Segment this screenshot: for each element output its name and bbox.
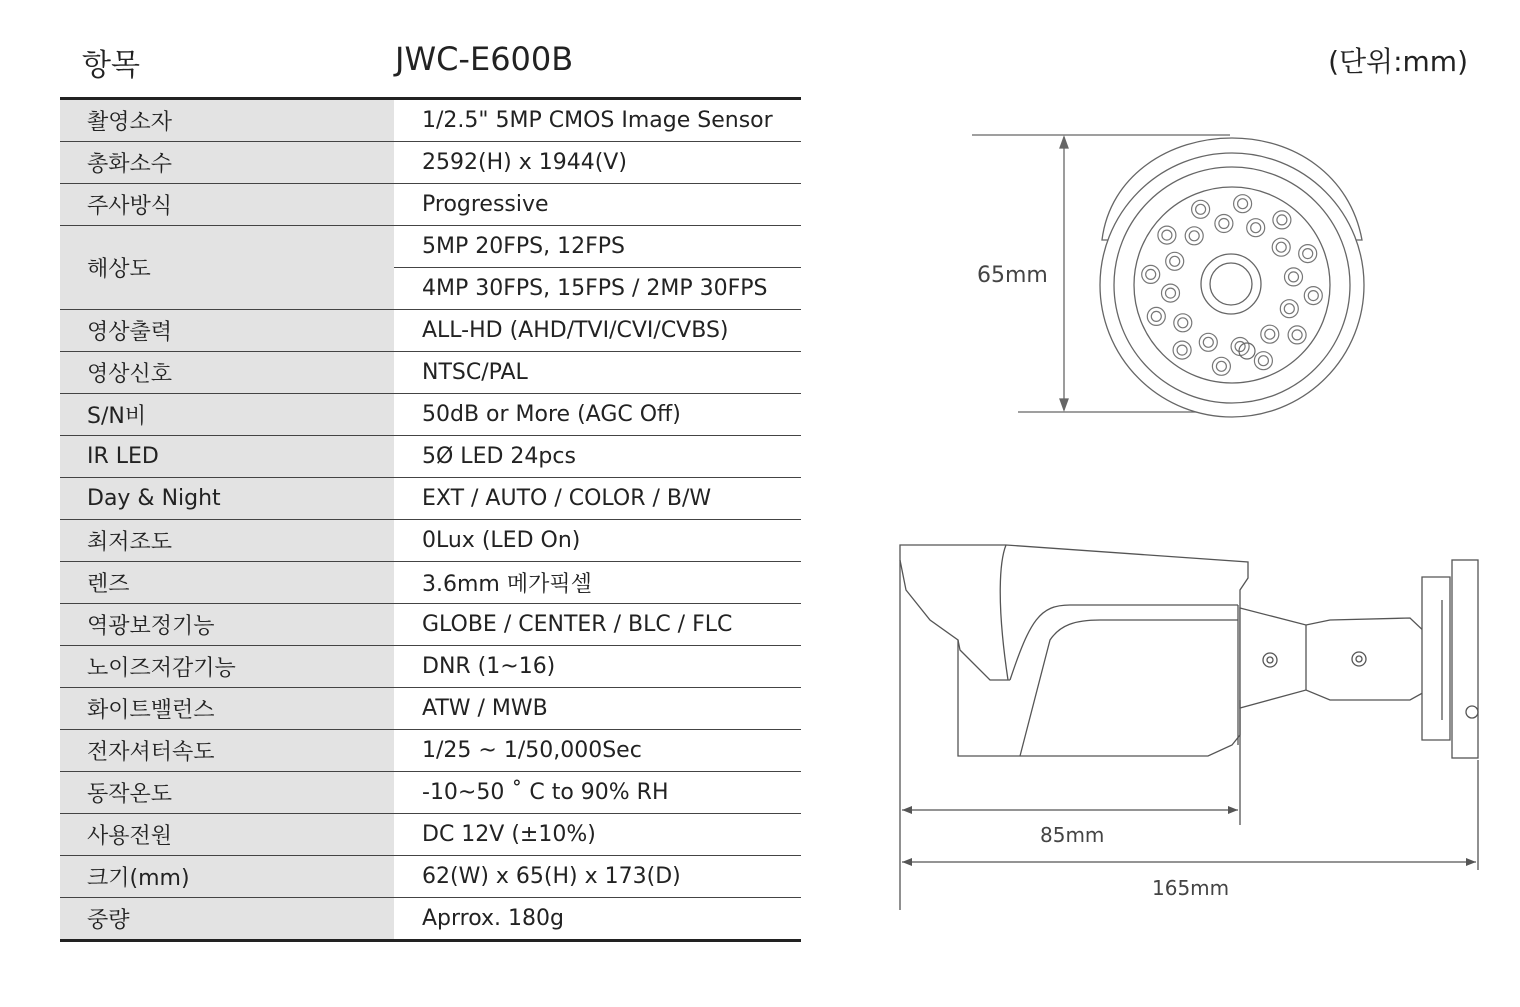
side-bracket-arm	[1240, 608, 1428, 708]
side-total-length-label: 165mm	[1152, 876, 1230, 900]
model-name: JWC-E600B	[395, 40, 574, 78]
spec-value: EXT / AUTO / COLOR / B/W	[394, 478, 801, 520]
front-body	[1100, 153, 1364, 417]
front-hood	[1102, 138, 1362, 240]
spec-label: Day & Night	[60, 478, 394, 520]
spec-row	[60, 898, 801, 941]
ir-led	[1166, 252, 1184, 270]
ir-led	[1215, 215, 1233, 233]
spec-row	[60, 730, 801, 772]
spec-label: IR LED	[60, 436, 394, 478]
spec-label: 최저조도	[60, 520, 394, 562]
ir-led	[1304, 287, 1322, 305]
spec-value: Aprrox. 180g	[394, 898, 801, 941]
spec-value: 4MP 30FPS, 15FPS / 2MP 30FPS	[394, 268, 801, 310]
spec-value: DNR (1~16)	[394, 646, 801, 688]
ir-led	[1162, 284, 1180, 302]
ir-led	[1273, 211, 1291, 229]
ir-led	[1247, 219, 1265, 237]
spec-row	[60, 310, 801, 352]
ir-led	[1280, 300, 1298, 318]
ir-led	[1231, 338, 1249, 356]
spec-row	[60, 184, 801, 226]
spec-label: 영상출력	[60, 310, 394, 352]
spec-value: 50dB or More (AGC Off)	[394, 394, 801, 436]
ir-led	[1254, 352, 1272, 370]
spec-value: 62(W) x 65(H) x 173(D)	[394, 856, 801, 898]
ir-led	[1192, 200, 1210, 218]
ir-led	[1261, 325, 1279, 343]
side-body	[900, 545, 1248, 756]
spec-value: 5Ø LED 24pcs	[394, 436, 801, 478]
spec-value: GLOBE / CENTER / BLC / FLC	[394, 604, 801, 646]
ir-led	[1147, 307, 1165, 325]
ir-led	[1272, 238, 1290, 256]
ir-led	[1199, 333, 1217, 351]
front-lens	[1201, 254, 1261, 314]
spec-label: 사용전원	[60, 814, 394, 856]
spec-row	[60, 688, 801, 730]
ir-led	[1285, 268, 1303, 286]
spec-label: 촬영소자	[60, 99, 394, 142]
spec-label: 렌즈	[60, 562, 394, 604]
spec-value: 1/25 ~ 1/50,000Sec	[394, 730, 801, 772]
spec-row	[60, 352, 801, 394]
spec-row	[60, 646, 801, 688]
spec-row	[60, 478, 801, 520]
ir-led	[1288, 326, 1306, 344]
ir-led	[1234, 195, 1252, 213]
spec-label: 총화소수	[60, 142, 394, 184]
spec-value: 5MP 20FPS, 12FPS	[394, 226, 801, 268]
spec-label: 노이즈저감기능	[60, 646, 394, 688]
ir-led	[1185, 227, 1203, 245]
spec-label: 해상도	[60, 226, 394, 310]
spec-row	[60, 604, 801, 646]
front-sensor	[1239, 343, 1255, 359]
side-mount-knob	[1422, 577, 1450, 740]
column-header-item: 항목	[82, 48, 140, 83]
spec-label: 크기(mm)	[60, 856, 394, 898]
spec-value: 0Lux (LED On)	[394, 520, 801, 562]
ir-led	[1158, 226, 1176, 244]
spec-row	[60, 99, 801, 142]
spec-value: NTSC/PAL	[394, 352, 801, 394]
spec-label: S/N비	[60, 394, 394, 436]
ir-led	[1299, 245, 1317, 263]
front-height-label: 65mm	[977, 263, 1048, 288]
side-lens-length-label: 85mm	[1040, 823, 1105, 847]
unit-label: (단위:mm)	[1328, 45, 1468, 78]
spec-value: 1/2.5" 5MP CMOS Image Sensor	[394, 99, 801, 142]
spec-row	[60, 142, 801, 184]
spec-value: ALL-HD (AHD/TVI/CVI/CVBS)	[394, 310, 801, 352]
spec-value: 3.6mm 메가픽셀	[394, 562, 801, 604]
ir-led	[1173, 341, 1191, 359]
spec-label: 역광보정기능	[60, 604, 394, 646]
spec-row	[60, 520, 801, 562]
spec-table	[60, 97, 801, 942]
spec-label: 화이트밸런스	[60, 688, 394, 730]
spec-value: DC 12V (±10%)	[394, 814, 801, 856]
spec-label: 중량	[60, 898, 394, 941]
spec-value: -10~50 ˚ C to 90% RH	[394, 772, 801, 814]
spec-label: 동작온도	[60, 772, 394, 814]
spec-label: 주사방식	[60, 184, 394, 226]
spec-row	[60, 814, 801, 856]
spec-row	[60, 394, 801, 436]
ir-led	[1174, 314, 1192, 332]
spec-row	[60, 562, 801, 604]
spec-value: Progressive	[394, 184, 801, 226]
spec-value: 2592(H) x 1944(V)	[394, 142, 801, 184]
ir-led	[1142, 265, 1160, 283]
spec-value: ATW / MWB	[394, 688, 801, 730]
spec-row	[60, 772, 801, 814]
spec-label: 영상신호	[60, 352, 394, 394]
spec-row	[60, 436, 801, 478]
spec-label: 전자셔터속도	[60, 730, 394, 772]
spec-row	[60, 226, 801, 268]
side-base-plate	[1452, 560, 1478, 758]
spec-row	[60, 856, 801, 898]
ir-led	[1212, 357, 1230, 375]
